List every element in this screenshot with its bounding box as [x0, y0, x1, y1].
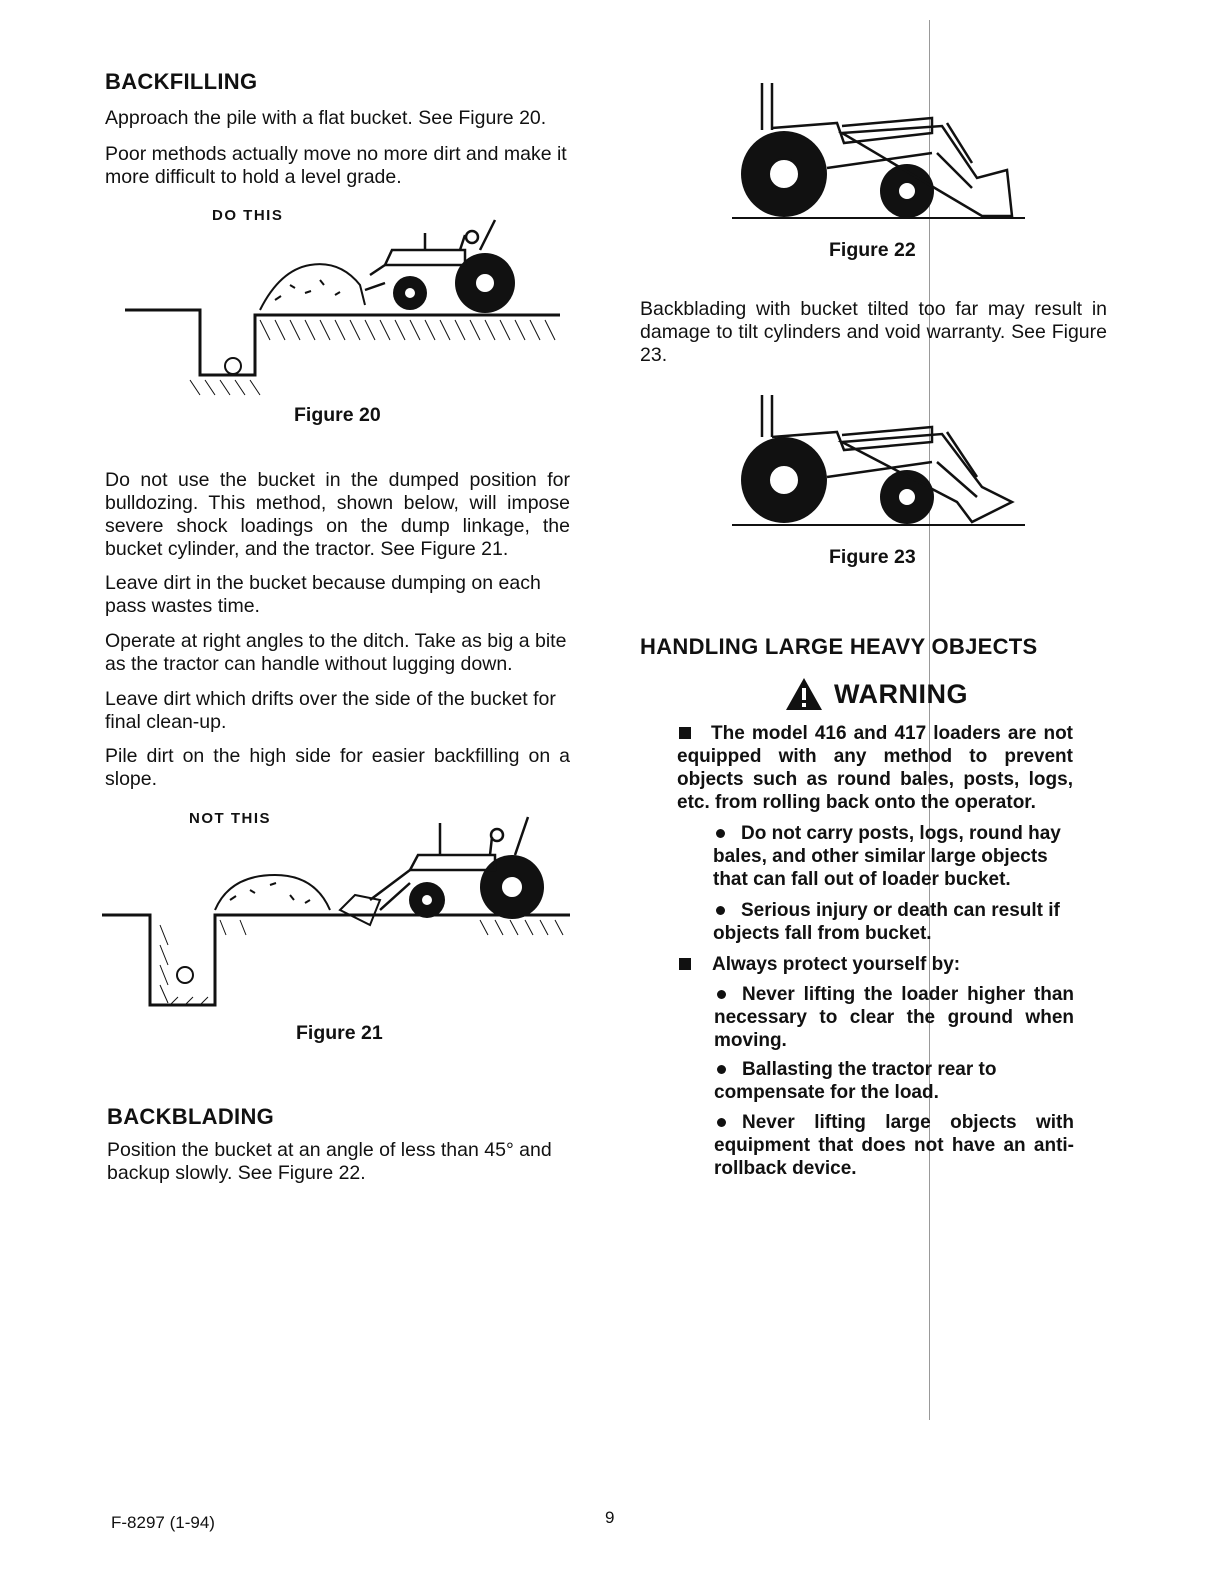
warning-bullet-3-text: Never lifting the loader higher than necessary to clear the ground when moving.: [714, 984, 1074, 1051]
warning-bullet-2-text: Serious injury or death can result if objects fall from bucket.: [713, 900, 1060, 944]
warning-bullet-2: [713, 899, 1073, 945]
figure-21-label: NOT THIS: [189, 810, 271, 827]
document-code: F-8297 (1-94): [111, 1513, 215, 1532]
handling-heavy-objects-heading: HANDLING LARGE HEAVY OBJECTS: [640, 634, 1038, 659]
figure-20-caption: Figure 20: [294, 404, 381, 426]
backblading-paragraph: Position the bucket at an angle of less than 45° and backup slowly. See Figure 22.: [107, 1139, 552, 1184]
backfilling-paragraph-7: Pile dirt on the high side for easier backfilling on a slope.: [105, 745, 570, 790]
warning-item-2-text: Always protect yourself by:: [712, 954, 961, 975]
backfilling-paragraph-6: Leave dirt which drifts over the side of the bucket for final clean-up.: [105, 688, 556, 733]
warning-item-2: [679, 953, 1073, 976]
figure-22-illustration: [732, 78, 1027, 223]
round-bullet-icon: [716, 906, 725, 915]
figure-23-illustration: [732, 392, 1027, 532]
backfilling-paragraph-2: Poor methods actually move no more dirt and make it more difficult to hold a level grade.: [105, 143, 567, 188]
figure-21-illustration: [100, 815, 575, 1015]
square-bullet-icon: [679, 727, 691, 739]
figure-23-caption: Figure 23: [829, 546, 916, 568]
figure-21-caption: Figure 21: [296, 1022, 383, 1044]
round-bullet-icon: [717, 1065, 726, 1074]
figure-20-illustration: [120, 215, 570, 400]
warning-title-row: [784, 676, 968, 712]
square-bullet-icon: [679, 958, 691, 970]
warning-title: WARNING: [834, 678, 968, 709]
warning-bullet-4-text: Ballasting the tractor rear to compensate for the load.: [714, 1059, 997, 1103]
warning-bullet-1-text: Do not carry posts, logs, round hay bales, and other similar large objects that can fall out of loader bucket.: [713, 823, 1061, 890]
backfilling-heading: BACKFILLING: [105, 69, 258, 94]
page-number: 9: [605, 1508, 615, 1527]
backfilling-paragraph-1: Approach the pile with a flat bucket. See Figure 20.: [105, 107, 547, 129]
warning-bullet-3: [714, 983, 1074, 1052]
warning-bullet-1: [713, 822, 1073, 891]
figure-20-label: DO THIS: [212, 207, 284, 224]
backfilling-paragraph-5: Operate at right angles to the ditch. Take as big a bite as the tractor can handle without lugging down.: [105, 630, 567, 675]
warning-triangle-icon: [784, 676, 824, 712]
warning-item-1: [677, 722, 1073, 814]
scan-line: [929, 20, 930, 1420]
round-bullet-icon: [716, 829, 725, 838]
warning-bullet-5-text: Never lifting large objects with equipment that does not have an anti-rollback device.: [714, 1112, 1074, 1179]
round-bullet-icon: [717, 1118, 726, 1127]
backblading-heading: BACKBLADING: [107, 1104, 275, 1129]
backfilling-paragraph-4: Leave dirt in the bucket because dumping on each pass wastes time.: [105, 572, 541, 617]
figure-22-caption: Figure 22: [829, 239, 916, 261]
backblading-warning-paragraph: Backblading with bucket tilted too far may result in damage to tilt cylinders and void warranty. See Figure 23.: [640, 298, 1107, 366]
backfilling-paragraph-3: Do not use the bucket in the dumped position for bulldozing. This method, shown below, will impose severe shock loadings on the dump linkage, the bucket cylinder, and the tractor. See Figure 21.: [105, 469, 570, 560]
warning-item-1-text: The model 416 and 417 loaders are not equipped with any method to prevent objects such as round bales, posts, logs, etc. from rolling back onto the operator.: [677, 723, 1073, 813]
warning-bullet-5: [714, 1111, 1074, 1180]
warning-bullet-4: [714, 1058, 1074, 1104]
round-bullet-icon: [717, 990, 726, 999]
